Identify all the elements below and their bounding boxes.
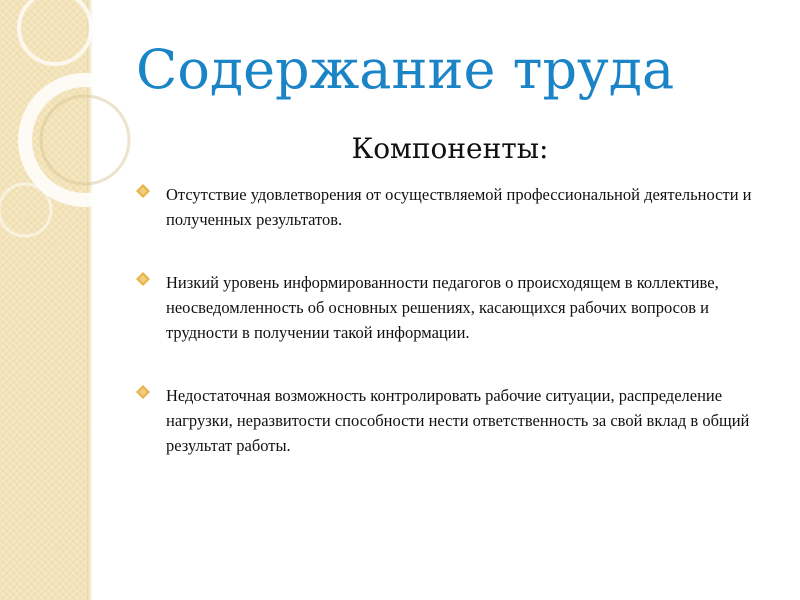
slide-subtitle: Компоненты: xyxy=(351,132,549,165)
ring-ornament-icon xyxy=(0,0,140,260)
bullet-item xyxy=(136,182,766,232)
diamond-bullet-icon xyxy=(136,385,150,399)
diamond-bullet-icon xyxy=(136,272,150,286)
bullet-item xyxy=(136,270,766,345)
bullet-text: Низкий уровень информированности педагогов о происходящем в коллективе, неосведомленность об основных решениях, касающихся рабочих вопросов и трудности в получении такой информации. xyxy=(166,273,719,342)
diamond-bullet-icon xyxy=(136,184,150,198)
slide-title: Содержание труда xyxy=(136,38,675,101)
bullet-text: Отсутствие удовлетворения от осуществляемой профессиональной деятельности и полученных результатов. xyxy=(166,185,752,229)
bullet-list xyxy=(136,182,766,496)
bullet-text: Недостаточная возможность контролировать рабочие ситуации, распределение нагрузки, неразвитости способности нести ответственность за свой вклад в общий результат работы. xyxy=(166,386,750,455)
bullet-item xyxy=(136,383,766,458)
